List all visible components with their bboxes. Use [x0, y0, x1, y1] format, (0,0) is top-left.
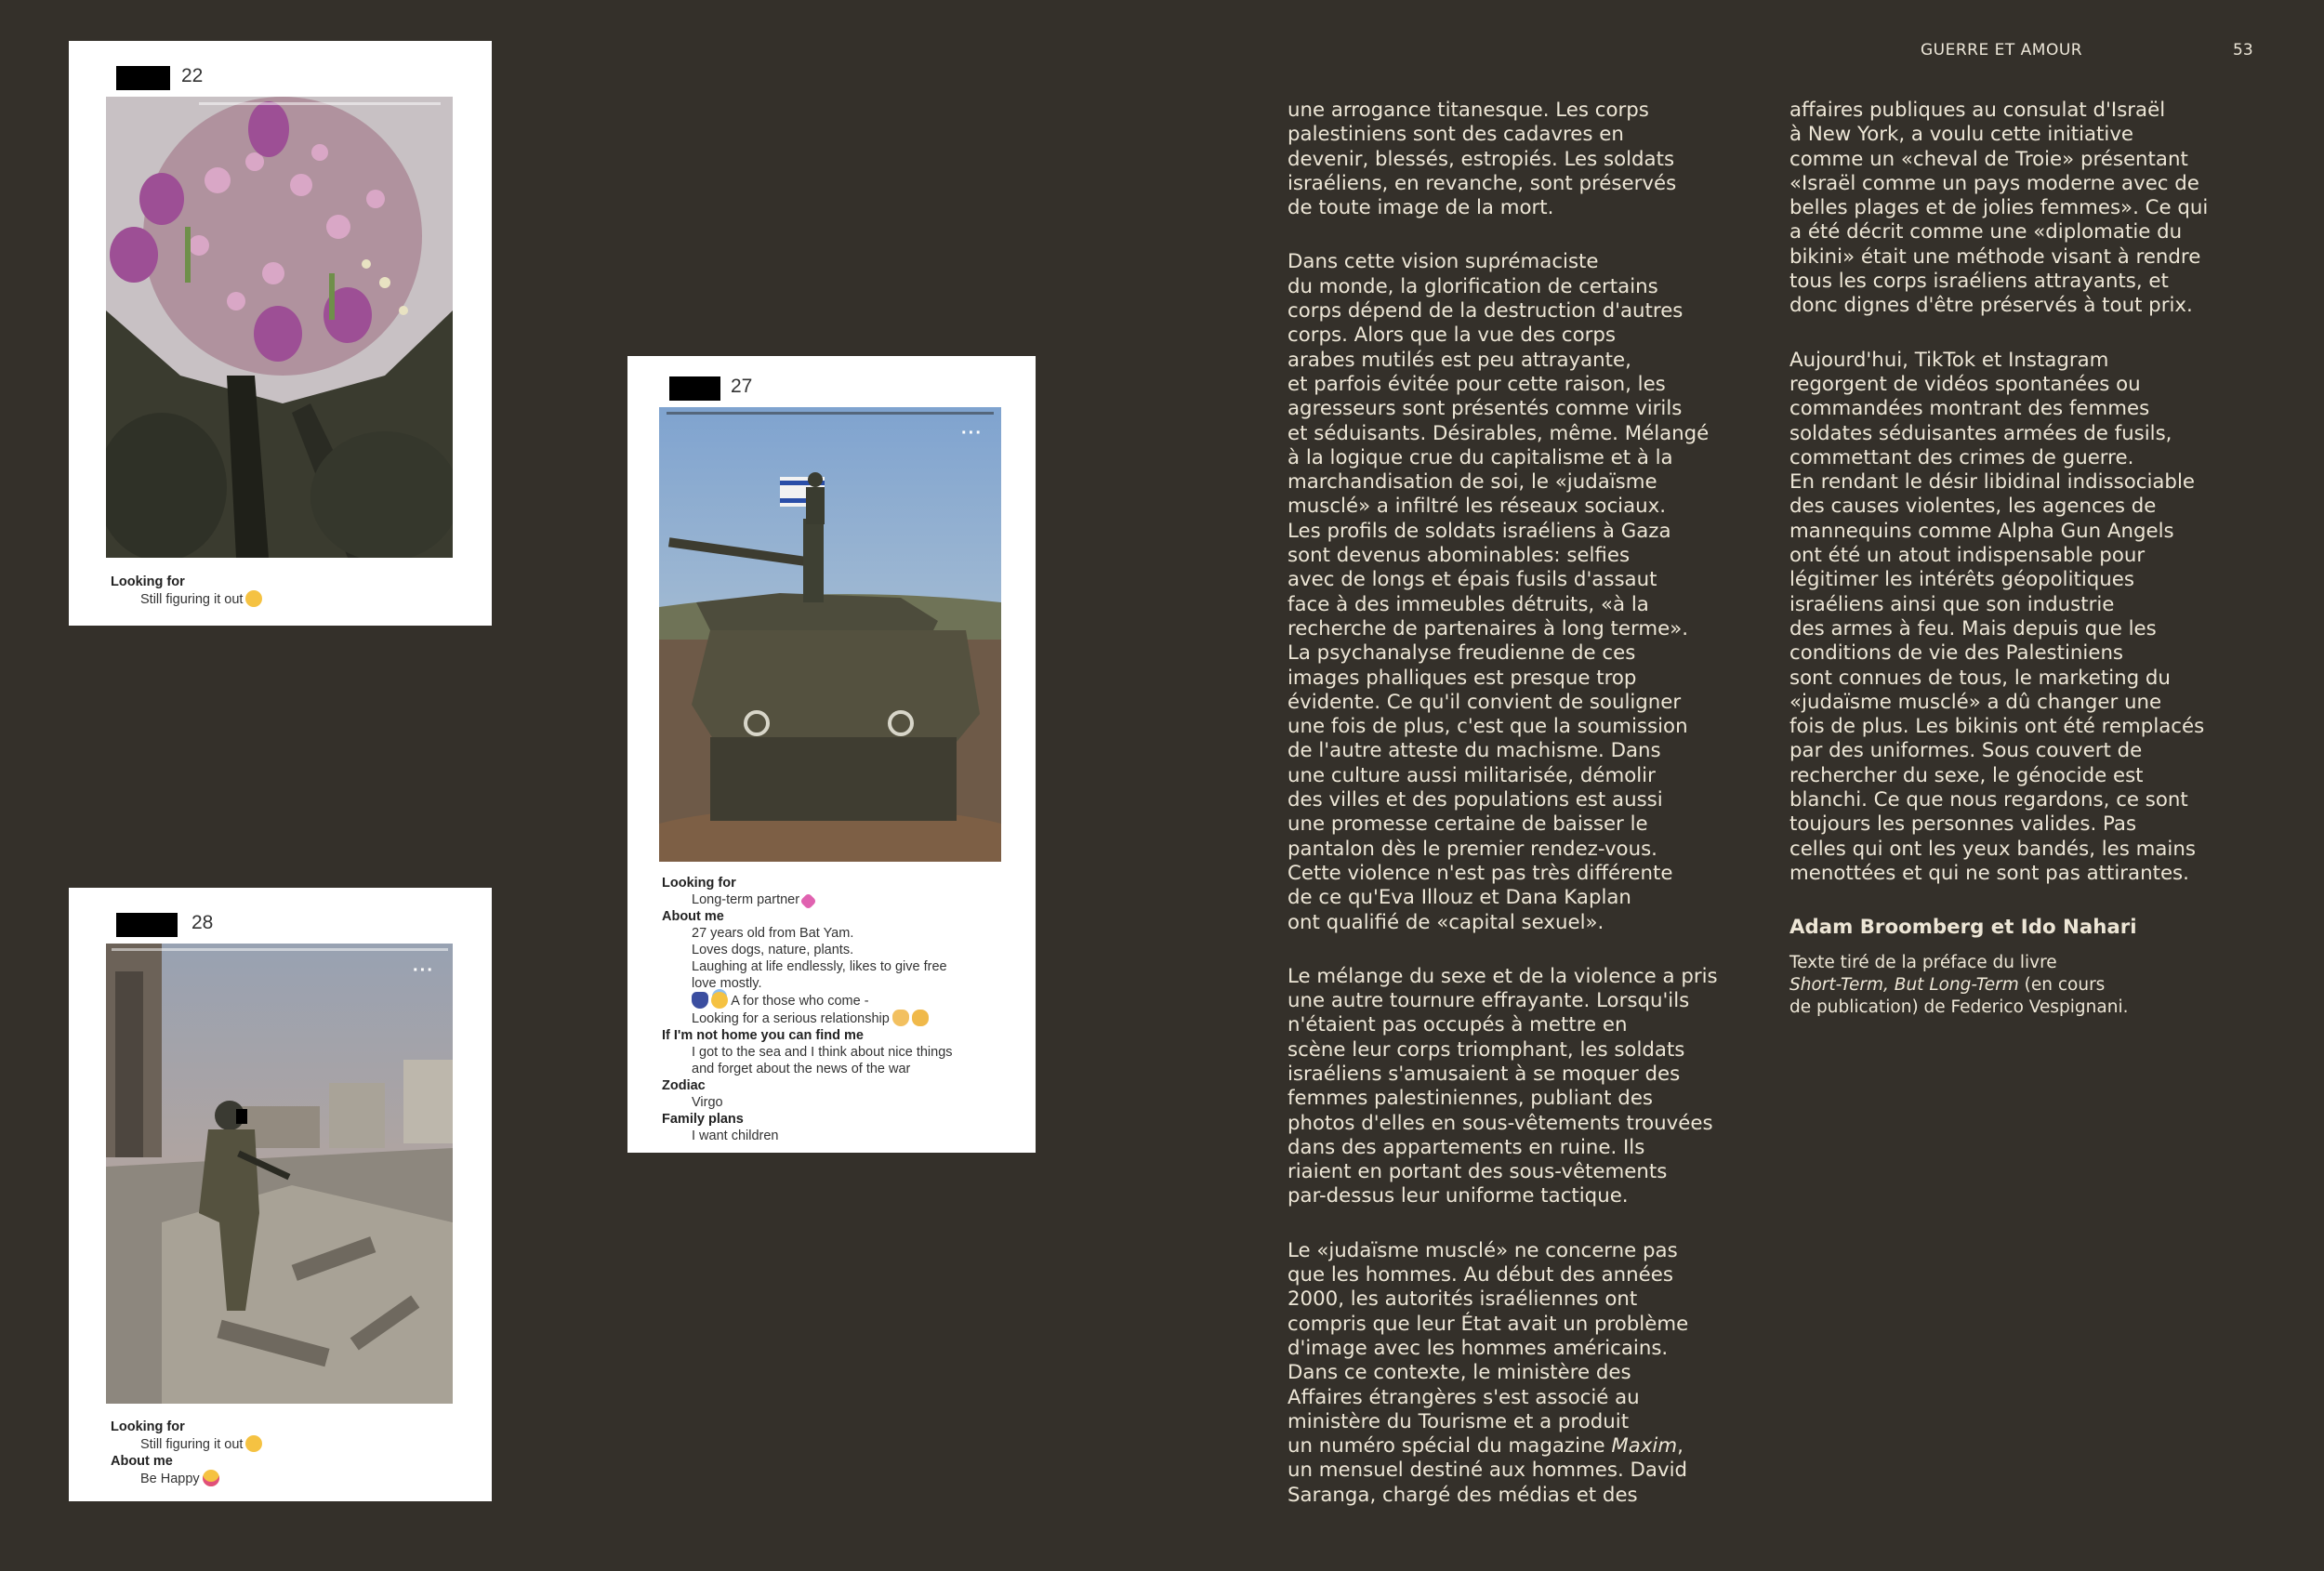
find-me-line: and forget about the news of the war: [692, 1062, 911, 1076]
family-plans-value: I want children: [692, 1129, 779, 1143]
story-progress-bar: [667, 412, 994, 415]
paragraph: une arrogance titanesque. Les corps palestiniens sont des cadavres en devenir, blessés, estropiés. Les soldats israéliens, en revanche, sont préservés de toute image de la mort.: [1287, 99, 1677, 220]
hamsa-icon: [692, 992, 708, 1009]
about-line: Laughing at life endlessly, likes to give free: [692, 959, 947, 974]
article-column-1: [1287, 99, 1771, 1538]
paragraph: Le mélange du sexe et de la violence a pris une autre tournure effrayante. Lorsqu'ils n'étaient pas occupés à mettre en scène leur corps triomphant, les soldats israéliens s'amusaient à se moquer des femmes palestiniennes, publiant des photos d'elles en sous-vêtements trouvées dans des appartements en ruine. Ils riaient en portant des sous-vêtements par-dessus leur uniforme tactique.: [1287, 964, 1718, 1208]
angel-face-icon: [711, 992, 728, 1009]
family-plans-label: Family plans: [662, 1112, 744, 1127]
profile-details: [662, 875, 953, 1144]
about-line: Loves dogs, nature, plants.: [692, 943, 854, 957]
ok-hand-icon: [912, 1010, 929, 1026]
profile-age: 28: [191, 912, 214, 933]
more-options-icon[interactable]: ···: [413, 960, 434, 981]
find-me-label: If I'm not home you can find me: [662, 1028, 864, 1043]
page-number: 53: [2233, 41, 2253, 59]
running-header: GUERRE ET AMOUR: [1921, 41, 2083, 59]
looking-for-label: Looking for: [662, 876, 736, 891]
profile-details: [111, 574, 262, 608]
article-column-2: [1789, 99, 2273, 1019]
looking-for-label: Looking for: [111, 574, 185, 589]
clapping-hands-icon: [892, 1010, 909, 1026]
profile-photo-bouquet: [106, 97, 453, 558]
profile-photo-tank: [659, 407, 1001, 862]
winking-tongue-face-icon: [203, 1470, 219, 1486]
profile-age: 22: [181, 65, 204, 86]
about-line: 27 years old from Bat Yam.: [692, 926, 854, 941]
dating-profile-card: [69, 888, 492, 1501]
about-line: Looking for a serious relationship: [662, 1010, 953, 1027]
author-byline: Adam Broomberg et Ido Nahari: [1789, 916, 2137, 940]
zodiac-label: Zodiac: [662, 1078, 706, 1093]
paragraph: Le «judaïsme musclé» ne concerne pas que les hommes. Au début des années 2000, les autorités israéliennes ont compris que leur État avait un problème d'image avec les hommes américains. Dans ce contexte, le ministère des Affaires étrangères s'est associé au ministère du Tourisme et a produit un numéro spécial du magazine Maxim, un mensuel destiné aux hommes. David Saranga, chargé des médias et des: [1287, 1238, 1689, 1507]
thinking-face-icon: [245, 1435, 262, 1452]
dating-profile-card: [69, 41, 492, 626]
about-me-value: Be Happy: [111, 1470, 262, 1487]
redaction-bar: [116, 913, 178, 937]
profile-age: 27: [731, 376, 753, 397]
looking-for-value: Still figuring it out: [111, 1435, 262, 1453]
about-line: A for those who come -: [662, 992, 953, 1010]
redaction-bar: [116, 66, 170, 90]
paragraph: Dans cette vision suprémaciste du monde, la glorification de certains corps dépend de la destruction d'autres corps. Alors que la vue des corps arabes mutilés est peu attrayante, et parfois évitée pour cette raison, les agresseurs sont présentés comme virils et séduisants. Désirables, même. Mélangé à la logique crue du capitalisme et à la marchandisation de soi, le «judaïsme musclé» a infiltré les réseaux sociaux. Les profils de soldats israéliens à Gaza sont devenus abominables: selfies avec de longs et épais fusils d'assaut face à des immeubles détruits, «à la recherche de partenaires à long terme». La psychanalyse freudienne de ces images phalliques est presque trop évidente. Ce qu'il convient de souligner une fois de plus, c'est que la soumission de l'autre atteste du machisme. Dans une culture aussi militarisée, démolir des villes et des populations est aussi une promesse certaine de baisser le pantalon dès le premier rendez-vous. Cette violence n'est pas très différente de ce qu'Eva Illouz et Dana Kaplan ont qualifié de «capital sexuel».: [1287, 250, 1710, 934]
paragraph: Aujourd'hui, TikTok et Instagram regorgent de vidéos spontanées ou commandées montrant des femmes soldates séduisantes armées de fusils, commettant des crimes de guerre. En rendant le désir libidinal indissociable des causes violentes, les agences de mannequins comme Alpha Gun Angels ont été un atout indispensable pour légitimer les intérêts géopolitiques israéliens ainsi que son industrie des armes à feu. Mais depuis que les conditions de vie des Palestiniens sont connues de tous, le marketing du «judaïsme musclé» a dû changer une fois de plus. Les bikinis ont été remplacés par des uniformes. Sous couvert de rechercher du sexe, le génocide est blanchi. Ce que nous regardons, ce sont toujours les personnes valides. Pas celles qui ont les yeux bandés, les mains menottées et qui ne sont pas attirantes.: [1789, 348, 2205, 885]
paragraph: affaires publiques au consulat d'Israël à New York, a voulu cette initiative comme un «cheval de Troie» présentant «Israël comme un pays moderne avec de belles plages et de jolies femmes». Ce qui a été décrit comme une «diplomatie du bikini» était une méthode visant à rendre tous les corps israéliens attrayants, et donc dignes d'être préservés à tout prix.: [1789, 99, 2209, 318]
profile-photo-soldier: [106, 944, 453, 1404]
magazine-title: Maxim: [1611, 1434, 1678, 1459]
source-credit: Texte tiré de la préface du livre Short-Term, But Long-Term (en cours de publication) de Federico Vespignani.: [1789, 952, 2129, 1017]
heart-arrow-icon: [799, 892, 816, 909]
about-me-label: About me: [662, 909, 724, 924]
looking-for-value: Still figuring it out: [111, 590, 262, 608]
more-options-icon[interactable]: ···: [961, 423, 983, 443]
about-line: love mostly.: [692, 976, 762, 991]
redaction-bar: [669, 376, 720, 401]
about-me-label: About me: [111, 1454, 173, 1469]
story-progress-bar: [199, 102, 441, 105]
zodiac-value: Virgo: [692, 1095, 723, 1110]
book-title: Short-Term, But Long-Term: [1789, 974, 2019, 995]
story-progress-bar: [112, 948, 448, 951]
looking-for-label: Looking for: [111, 1419, 185, 1434]
thinking-face-icon: [245, 590, 262, 607]
find-me-line: I got to the sea and I think about nice things: [692, 1045, 953, 1060]
dating-profile-card: [627, 356, 1036, 1153]
profile-details: [111, 1419, 262, 1487]
looking-for-value: Long-term partner: [662, 891, 953, 908]
